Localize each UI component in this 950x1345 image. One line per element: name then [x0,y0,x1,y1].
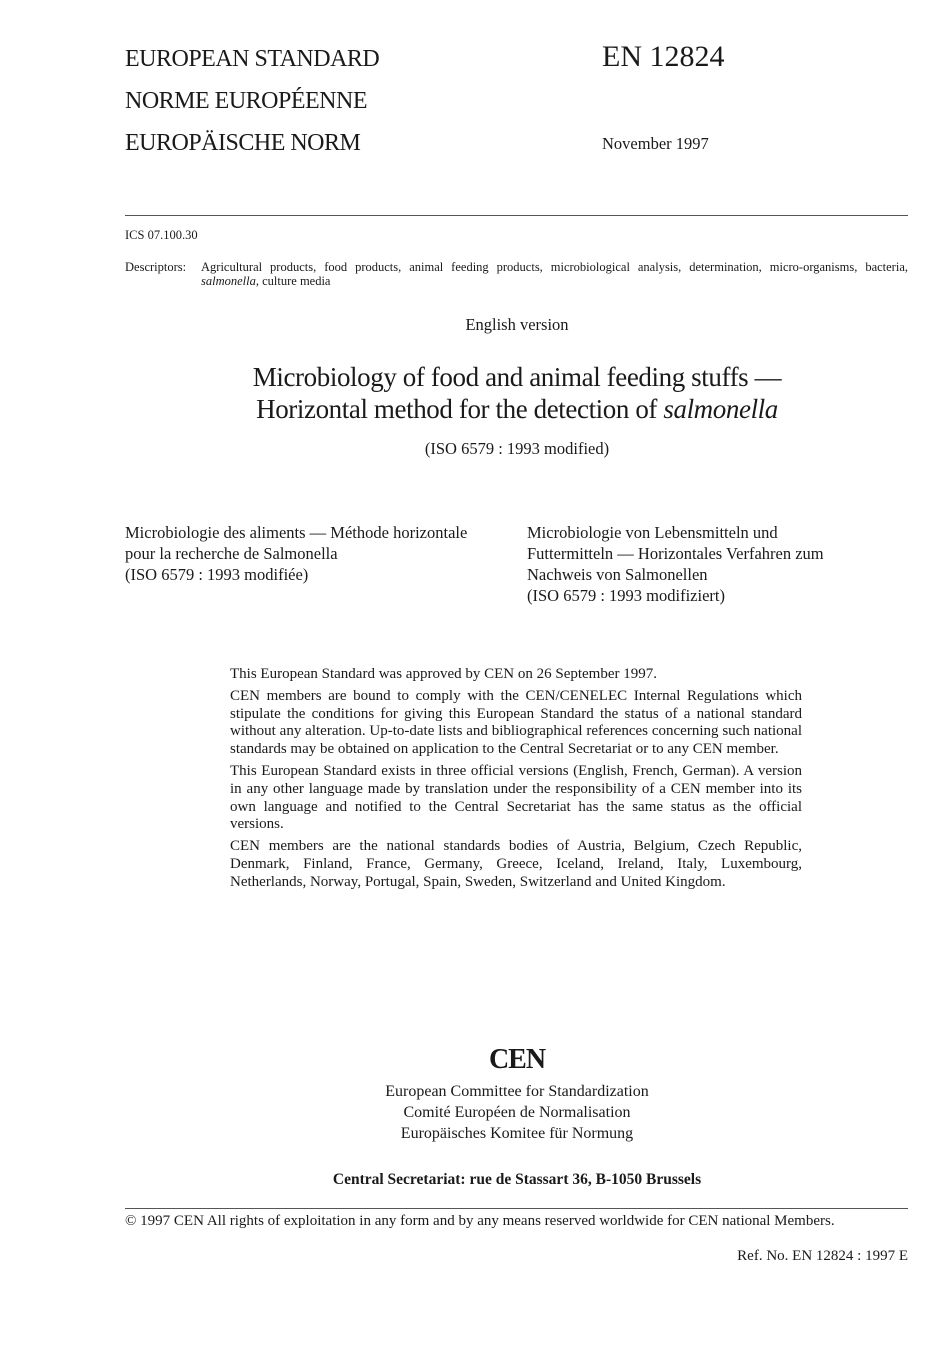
standard-number: EN 12824 [602,40,725,73]
document-title-line-2: Horizontal method for the detection of salmonella [256,394,778,424]
copyright-notice: © 1997 CEN All rights of exploitation in any form and by any means reserved worldwide for CEN national Members. [125,1213,835,1229]
document-title-line-1: Microbiology of food and animal feeding stuffs — [252,362,782,392]
title-english: EUROPEAN STANDARD [125,46,380,72]
cen-name-french: Comité Européen de Normalisation [403,1104,631,1121]
publication-date: November 1997 [602,134,709,153]
german-title: Microbiologie von Lebensmitteln und Futtermitteln — Horizontales Verfahren zum Nachweis von Salmonellen (ISO 6579 : 1993 modifiziert) [527,523,824,605]
header-divider [125,215,908,216]
french-title: Microbiologie des aliments — Méthode horizontale pour la recherche de Salmonella (ISO 6579 : 1993 modifiée) [125,523,468,584]
approval-paragraph: This European Standard exists in three official versions (English, French, German). A version in any other language made by translation under the responsibility of a CEN member into its own language and notified to the Central Secretariat has the same status as the official versions. [230,762,802,833]
approval-paragraph: CEN members are bound to comply with the CEN/CENELEC Internal Regulations which stipulate the conditions for giving this European Standard the status of a national standard without any alteration. Up-to-date lists and bibliographical references concerning such national standards may be obtained on application to the Central Secretariat or to any CEN member. [230,687,802,758]
descriptors-label: Descriptors: [125,260,187,274]
english-version-label: English version [465,315,569,334]
ics-code: ICS 07.100.30 [125,228,198,242]
cen-name-german: Europäisches Komitee für Normung [400,1125,634,1142]
approval-paragraph: CEN members are the national standards bodies of Austria, Belgium, Czech Republic, Denmark, Finland, France, Germany, Greece, Iceland, Ireland, Italy, Luxembourg, Netherlands, Norway, Portugal, Spain, Sweden, Switzerland and United Kingdom. [230,838,802,890]
document-subtitle: (ISO 6579 : 1993 modified) [424,439,610,458]
footer-divider [125,1208,908,1209]
central-secretariat-address: Central Secretariat: rue de Stassart 36, B-1050 Brussels [332,1171,702,1188]
approval-text [230,666,802,896]
title-german: EUROPÄISCHE NORM [125,130,361,156]
reference-number: Ref. No. EN 12824 : 1997 E [737,1248,908,1264]
descriptors-text: Agricultural products, food products, animal feeding products, microbiological analysis, determination, micro-organisms, bacteria, salmonella, culture media [201,260,908,288]
approval-paragraph: This European Standard was approved by CEN on 26 September 1997. [230,666,657,682]
descriptors [125,260,908,288]
title-french: NORME EUROPÉENNE [125,88,367,114]
cen-logo: CEN [488,1044,546,1075]
cen-name-english: European Committee for Standardization [385,1083,649,1100]
